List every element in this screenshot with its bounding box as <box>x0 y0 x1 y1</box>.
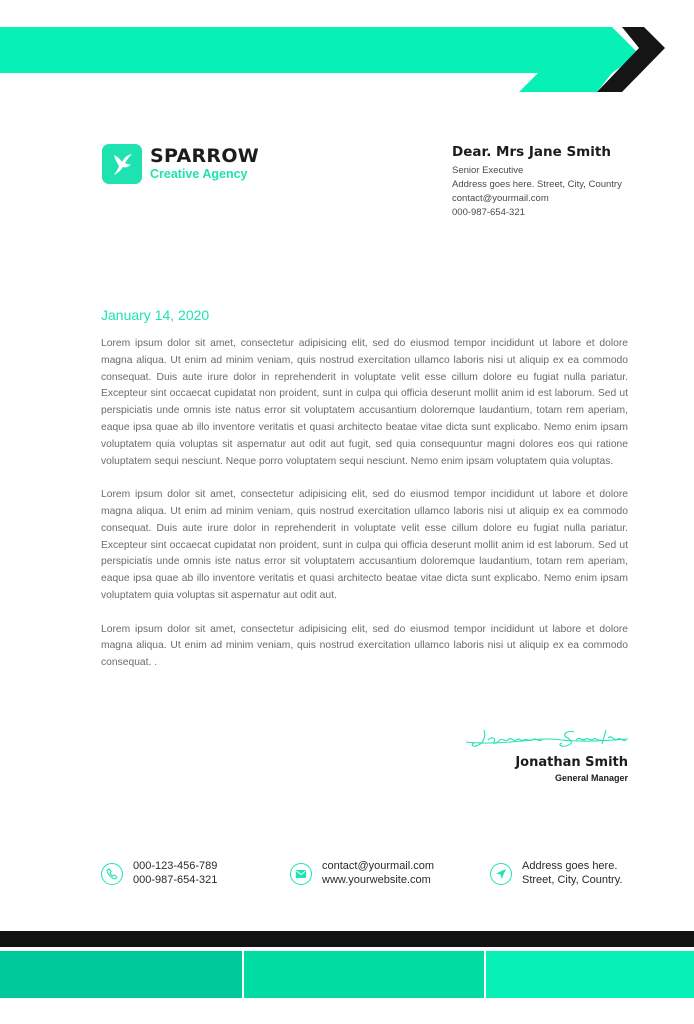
signer-name: Jonathan Smith <box>515 755 628 770</box>
signer-title: General Manager <box>554 773 628 783</box>
recipient-address: Address goes here. Street, City, Country <box>452 179 622 190</box>
location-icon <box>490 863 512 885</box>
phone-number-1[interactable]: 000-123-456-789 <box>133 860 218 872</box>
contact-email <box>290 860 434 887</box>
address-line-2: Street, City, Country. <box>522 873 623 886</box>
phone-number-2[interactable]: 000-987-654-321 <box>133 873 218 886</box>
brand-tagline: Creative Agency <box>150 167 248 181</box>
website-url[interactable]: www.yourwebsite.com <box>322 873 431 886</box>
recipient-phone: 000-987-654-321 <box>452 207 525 218</box>
handwritten-signature <box>462 722 632 752</box>
recipient-name: Dear. Mrs Jane Smith <box>452 144 611 160</box>
footer-black-bar <box>0 931 694 947</box>
header-decoration <box>0 0 694 100</box>
recipient-email: contact@yourmail.com <box>452 193 549 204</box>
bird-icon <box>102 144 142 184</box>
contact-address <box>490 860 622 887</box>
email-address[interactable]: contact@yourmail.com <box>322 860 435 872</box>
contact-phone <box>101 860 217 887</box>
brand-name: SPARROW <box>150 145 260 167</box>
footer-teal-block <box>486 951 694 998</box>
body-paragraph: Lorem ipsum dolor sit amet, consectetur adipisicing elit, sed do eiusmod tempor incididunt ut labore et dolore magna aliqua. Ut enim ad minim veniam, quis nostrud exercitation ullamco laboris nisi ut aliquip ex ea commodo consequat. Duis aute irure dolor in reprehenderit in voluptate velit esse cillum dolore eu fugiat nulla pariatur. Excepteur sint occaecat cupidatat non proident, sunt in culpa qui officia deserunt mollit anim id est laborum. Sed ut perspiciatis unde omnis iste natus error sit voluptatem accusantium doloremque laudantium, totam rem aperiam, eaque ipsa quae ab illo inventore veritatis et quasi architecto beatae vitae dicta sunt explicabo. Nemo enim ipsam voluptatem quia voluptas sit aspernatur aut odit aut. <box>101 489 628 601</box>
body-paragraph: Lorem ipsum dolor sit amet, consectetur adipisicing elit, sed do eiusmod tempor incididunt ut labore et dolore magna aliqua. Ut enim ad minim veniam, quis nostrud exercitation ullamco laboris nisi ut aliquip ex ea commodo consequat. Duis aute irure dolor in reprehenderit in voluptate velit esse cillum dolore eu fugiat nulla pariatur. Excepteur sint occaecat cupidatat non proident, sunt in culpa qui officia deserunt mollit anim id est laborum. Sed ut perspiciatis unde omnis iste natus error sit voluptatem accusantium doloremque laudantium, totam rem aperiam, eaque ipsa quae ab illo inventore veritatis et quasi architecto beatae vitae dicta sunt explicabo. Nemo enim ipsam voluptatem quia voluptas sit aspernatur aut odit aut fugit, sed quia consequuntur magni dolores eos qui ratione voluptatem sequi nesciunt. Neque porro voluptatem sequi nesciunt. Nemo enim ipsam voluptatem quia voluptas. <box>101 338 628 467</box>
phone-icon <box>101 863 123 885</box>
recipient-title: Senior Executive <box>452 165 524 176</box>
footer-teal-block <box>244 951 484 998</box>
email-icon <box>290 863 312 885</box>
company-logo <box>102 144 259 184</box>
header-teal-bar <box>0 27 639 73</box>
recipient-block <box>452 144 652 220</box>
letter-date: January 14, 2020 <box>101 307 210 323</box>
header-teal-tab <box>519 73 612 92</box>
body-paragraph: Lorem ipsum dolor sit amet, consectetur adipisicing elit, sed do eiusmod tempor incididunt ut labore et dolore magna aliqua. Ut enim ad minim veniam, quis nostrud exercitation ullamco laboris nisi ut aliquip ex ea commodo consequat. . <box>101 623 628 669</box>
letter-body <box>101 336 628 689</box>
footer-teal-block <box>0 951 242 998</box>
address-line-1: Address goes here. <box>522 860 618 872</box>
